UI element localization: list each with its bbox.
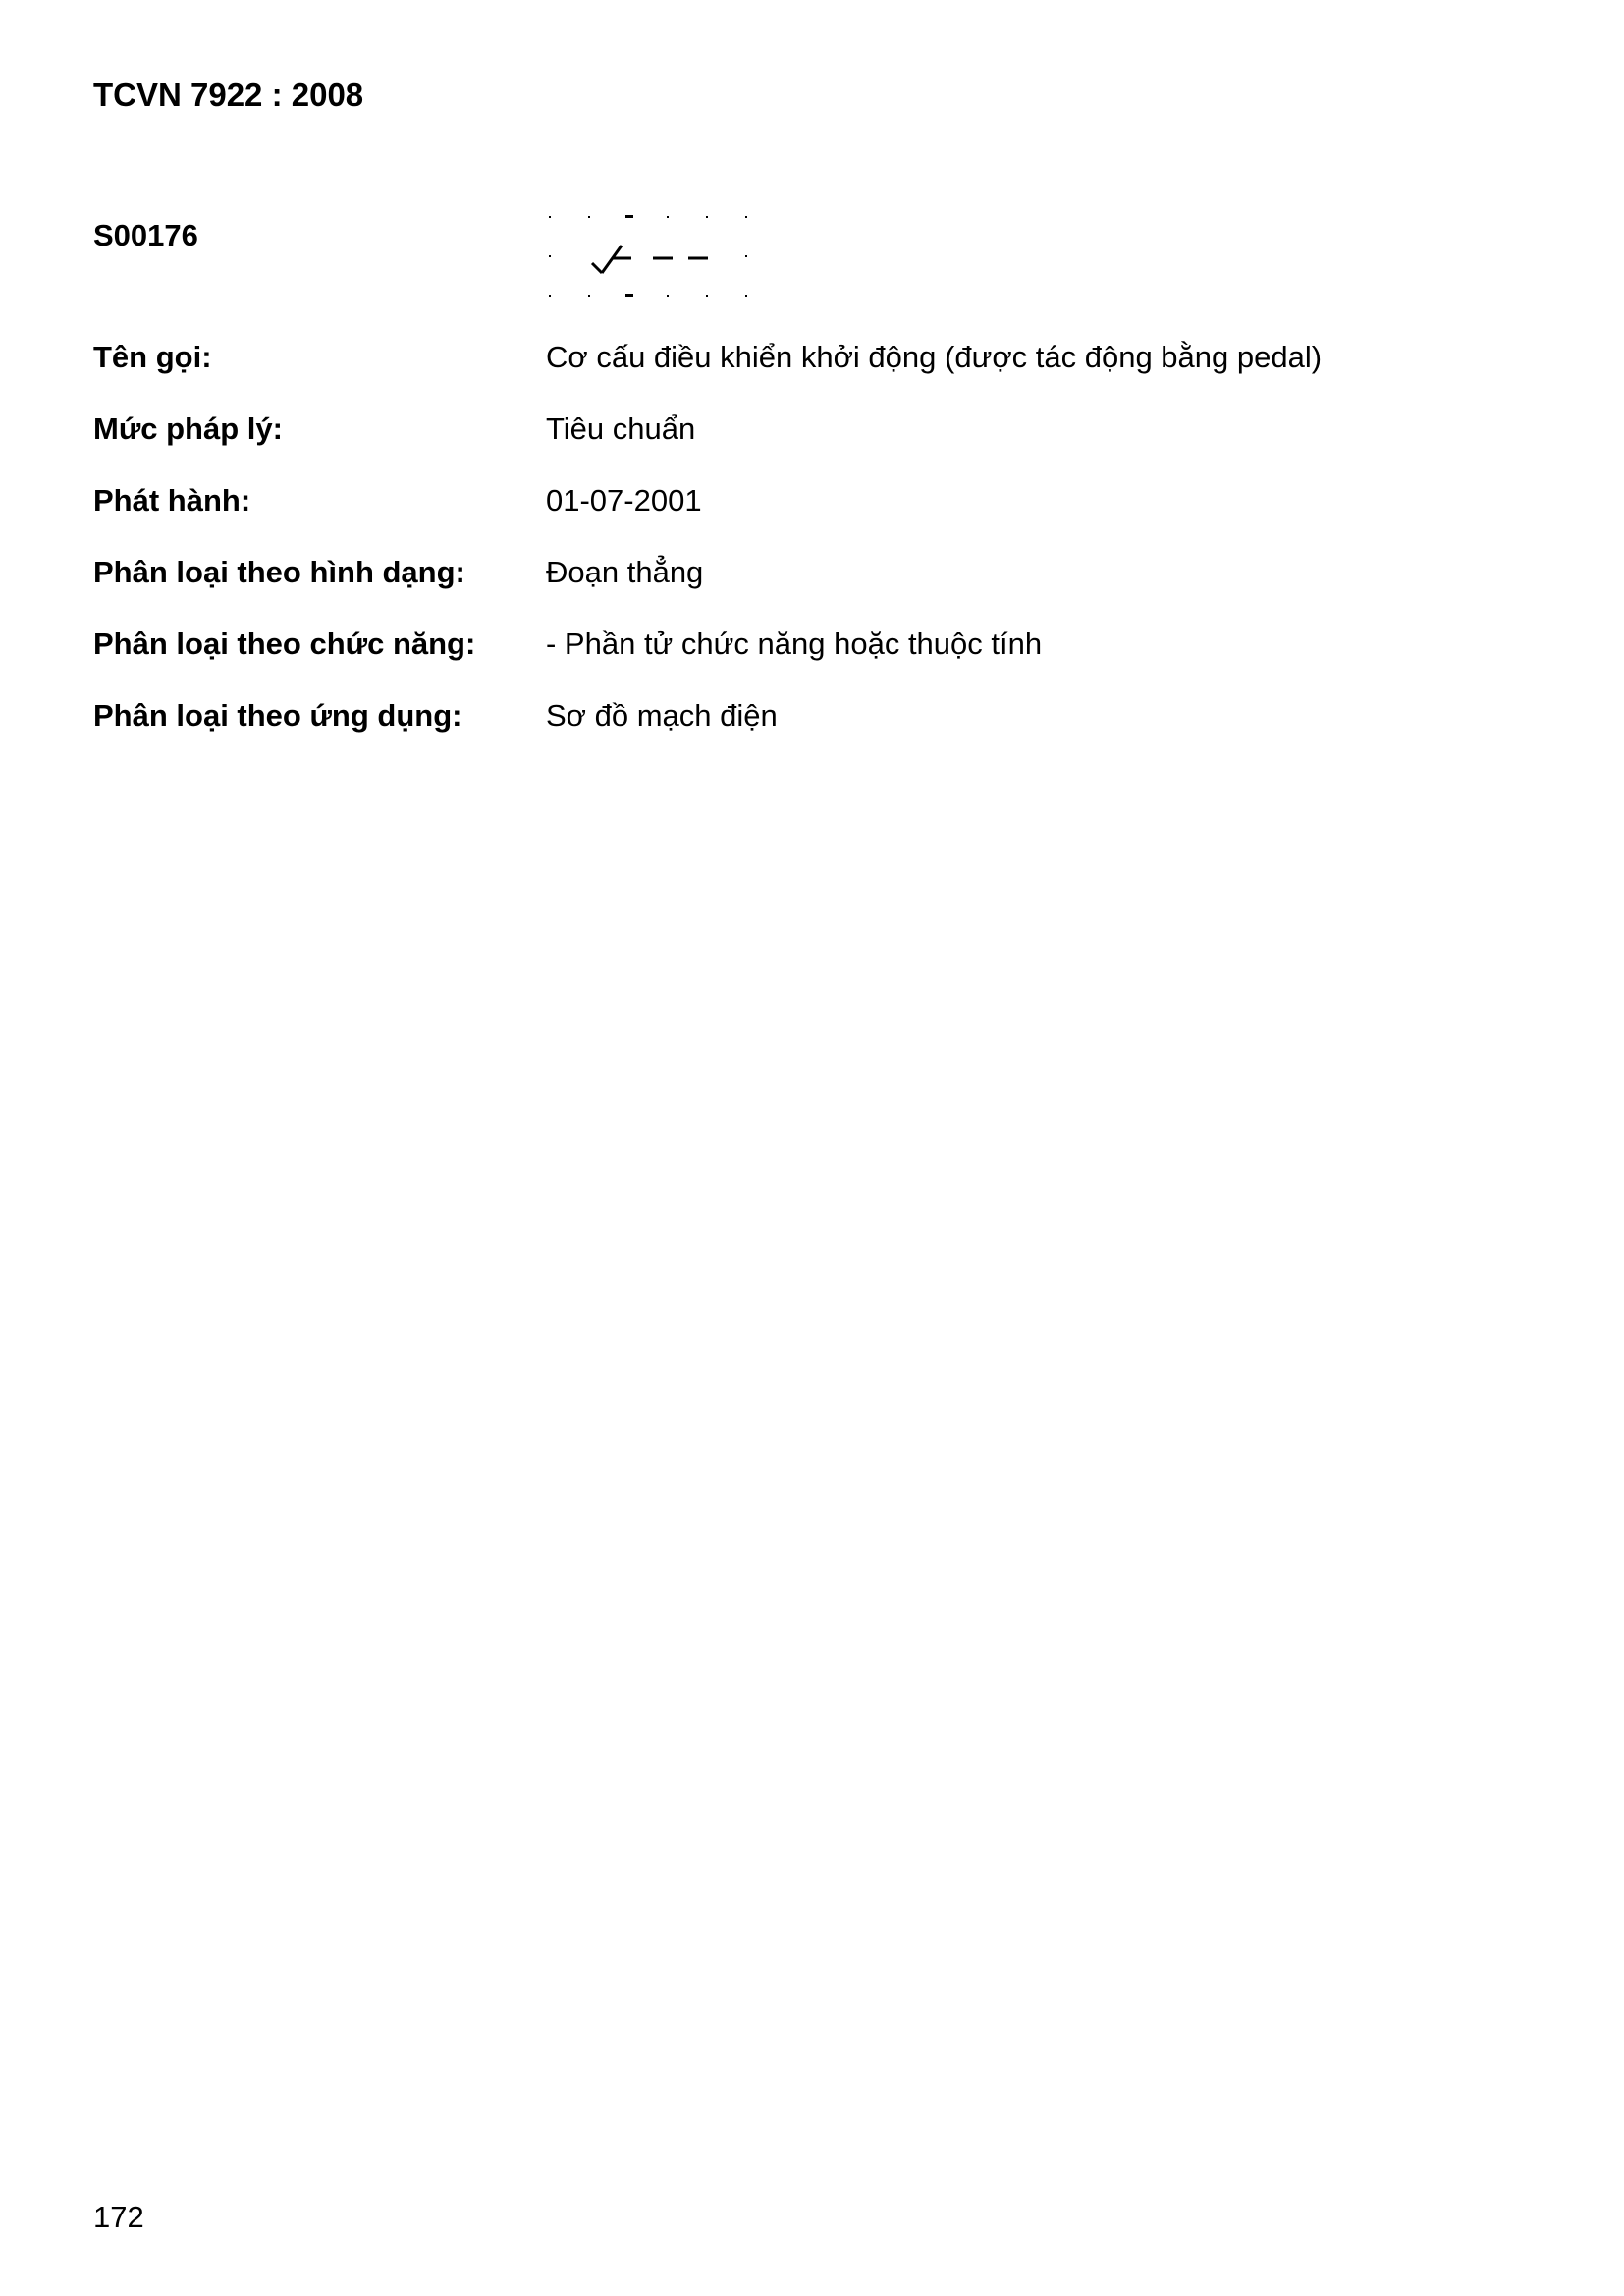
field-label: Tên gọi: [93,340,212,374]
field-value: - Phần tử chức năng hoặc thuộc tính [546,627,1043,661]
field-value: Cơ cấu điều khiển khởi động (được tác động bằng pedal) [546,340,1323,374]
field-value: 01-07-2001 [546,483,702,518]
symbol-code: S00176 [93,218,198,252]
page-number: 172 [93,2200,144,2234]
field-value: Đoạn thẳng [546,555,704,589]
field-label: Phát hành: [93,483,251,518]
standard-header: TCVN 7922 : 2008 [93,77,364,113]
field-value: Tiêu chuẩn [546,411,696,446]
field-value: Sơ đồ mạch điện [546,698,778,733]
field-label: Phân loại theo ứng dụng: [93,698,462,733]
field-label: Mức pháp lý: [93,411,283,446]
pedal-operated-actuator-symbol-icon [543,206,759,304]
field-label: Phân loại theo chức năng: [93,627,476,661]
field-label: Phân loại theo hình dạng: [93,555,465,589]
